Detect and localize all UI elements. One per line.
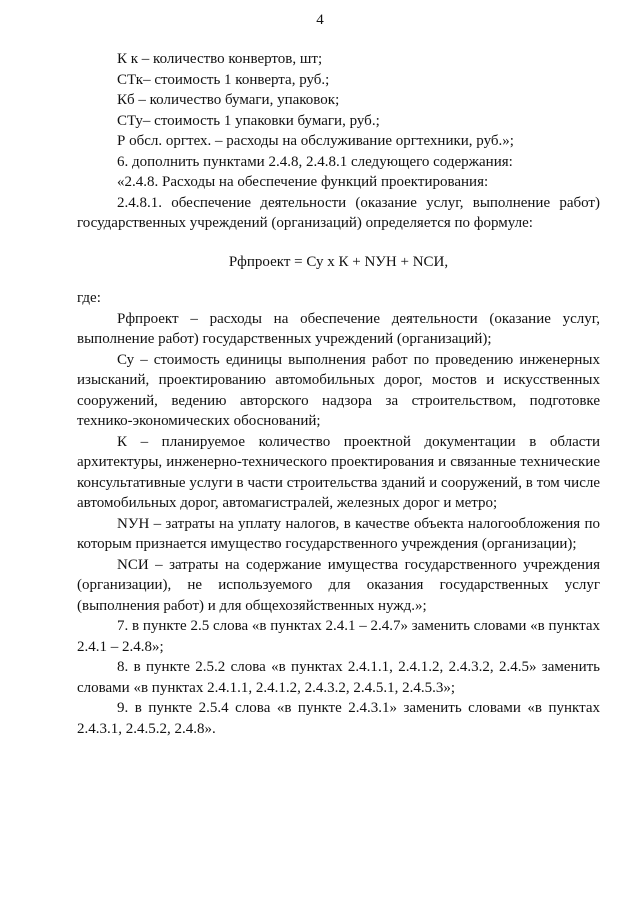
paragraph-item-7: 7. в пункте 2.5 слова «в пунктах 2.4.1 – 2.4.7» заменить словами «в пунктах 2.4.1 – 2.4.8»; [77, 618, 601, 655]
page-number: 4 [316, 12, 324, 28]
definition-su: Су – стоимость единицы выполнения работ по проведению инженерных изысканий, проектированию автомобильных дорог, мостов и искусственных сооружений, ведению авторского надзора за строительством, подготовке технико-экономических обоснований; [77, 351, 600, 429]
paragraph-envelope-count: К к – количество конвертов, шт; [117, 51, 323, 67]
where-label: где: [77, 290, 101, 306]
definition-nun: NУН – затраты на уплату налогов, в качестве объекта налогообложения по которым признается имущество государственного учреждения (организации); [77, 515, 600, 552]
paragraph-item-9: 9. в пункте 2.5.4 слова «в пункте 2.4.3.1» заменить словами «в пунктах 2.4.3.1, 2.4.5.2, 2.4.8». [77, 700, 600, 737]
formula: Рфпроект = Су х К + NУН + NСИ, [228, 253, 449, 270]
paragraph-paper-cost: СТу– стоимость 1 упаковки бумаги, руб.; [117, 112, 380, 129]
document-body [77, 49, 600, 739]
definition-rfproekt: Рфпроект – расходы на обеспечение деятельности (оказание услуг, выполнение работ) государственных учреждений (организаций); [77, 310, 600, 347]
paragraph-office-equipment: Р обсл. оргтех. – расходы на обслуживание оргтехники, руб.»; [117, 133, 514, 149]
paragraph-paper-count: Кб – количество бумаги, упаковок; [117, 92, 340, 108]
paragraph-envelope-cost: СТк– стоимость 1 конверта, руб.; [117, 71, 330, 88]
paragraph-section-2-4-8-1: 2.4.8.1. обеспечение деятельности (оказание услуг, выполнение работ) государственных учреждений (организаций) определяется по формуле: [77, 194, 600, 231]
definition-nsi: NСИ – затраты на содержание имущества государственного учреждения (организации), не используемого для оказания государственных услуг (выполнения работ) и для общехозяйственных нужд.»; [77, 556, 600, 614]
paragraph-section-2-4-8: «2.4.8. Расходы на обеспечение функций проектирования: [117, 174, 489, 190]
definition-k: К – планируемое количество проектной документации в области архитектуры, инженерно-технического проектирования и связанные технические консультативные услуги в части строительства зданий и сооружений, в том числе автомобильных дорог, автомагистралей, железных дорог и метро; [77, 433, 600, 511]
paragraph-item-8: 8. в пункте 2.5.2 слова «в пунктах 2.4.1.1, 2.4.1.2, 2.4.3.2, 2.4.5» заменить словами «в пунктах 2.4.1.1, 2.4.1.2, 2.4.3.2, 2.4.5.1, 2.4.5.3»; [77, 659, 600, 696]
paragraph-item-6: 6. дополнить пунктами 2.4.8, 2.4.8.1 следующего содержания: [117, 153, 513, 170]
